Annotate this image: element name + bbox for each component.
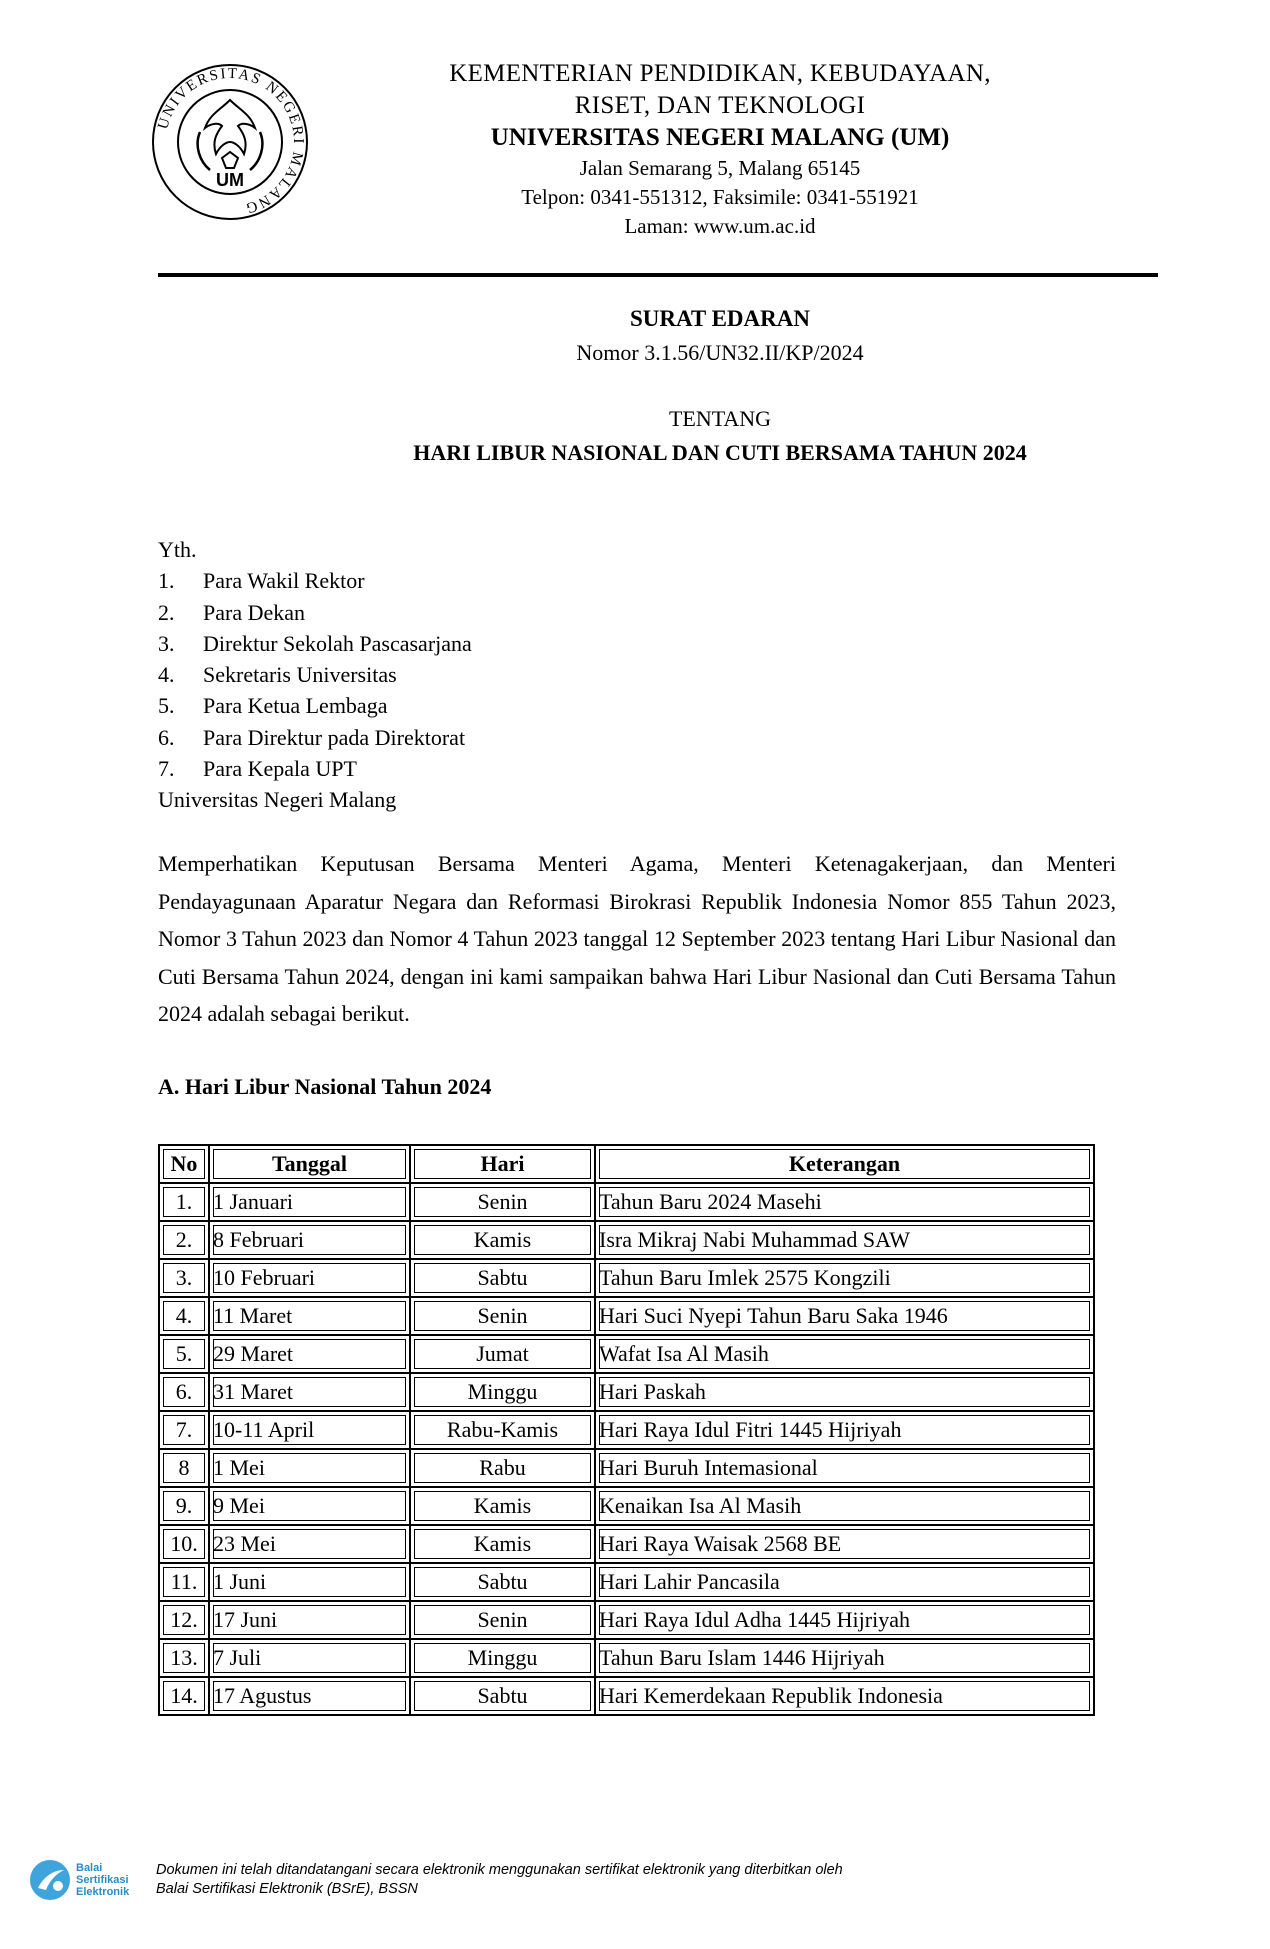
address: Jalan Semarang 5, Malang 65145 (579, 156, 861, 180)
bsre-emblem-icon (28, 1858, 72, 1902)
letter-type: SURAT EDARAN (630, 306, 810, 331)
header-rule (158, 273, 1158, 277)
letterhead (370, 58, 1070, 241)
recipient-block (158, 534, 472, 816)
table-row: 4. 11 Maret Senin Hari Suci Nyepi Tahun Baru Saka 1946 (159, 1297, 1094, 1335)
recipient-item: 3. Direktur Sekolah Pascasarjana (158, 630, 472, 656)
recipient-item: 1. Para Wakil Rektor (158, 568, 365, 594)
col-header-keterangan: Keterangan (595, 1145, 1094, 1183)
table-row: 10. 23 Mei Kamis Hari Raya Waisak 2568 BE (159, 1525, 1094, 1563)
body-paragraph: Memperhatikan Keputusan Bersama Menteri Agama, Menteri Ketenagakerjaan, dan Menteri Pendayagunaan Aparatur Negara dan Reformasi Birokrasi Republik Indonesia Nomor 855 Tahun 2023, Nomor 3 Tahun 2023 dan Nomor 4 Tahun 2023 tanggal 12 September 2023 tentang Hari Libur Nasional dan Cuti Bersama Tahun 2024, dengan ini kami sampaikan bahwa Hari Libur Nasional dan Cuti Bersama Tahun 2024 adalah sebagai berikut. (158, 851, 1116, 1026)
table-header-row (159, 1145, 1094, 1183)
ministry-line-1: KEMENTERIAN PENDIDIKAN, KEBUDAYAAN, (449, 60, 991, 87)
table-row: 11. 1 Juni Sabtu Hari Lahir Pancasila (159, 1563, 1094, 1601)
recipient-item: 2. Para Dekan (158, 599, 306, 625)
svg-text:UM: UM (216, 170, 244, 190)
ministry-line-2: RISET, DAN TEKNOLOGI (574, 92, 866, 119)
col-header-no: No (159, 1145, 209, 1183)
recipient-item: 5. Para Ketua Lembaga (158, 693, 388, 719)
letter-subject: HARI LIBUR NASIONAL DAN CUTI BERSAMA TAHUN 2024 (413, 440, 1027, 465)
about-label: TENTANG (668, 406, 772, 431)
bsre-logo (28, 1854, 146, 1906)
salutation: Yth. (158, 537, 197, 562)
esign-note-line-1: Dokumen ini telah ditandatangani secara elektronik menggunakan sertifikat elektronik yang diterbitkan oleh (156, 1862, 843, 1878)
table-row: 5. 29 Maret Jumat Wafat Isa Al Masih (159, 1335, 1094, 1373)
recipient-organization: Universitas Negeri Malang (158, 787, 397, 813)
website: Laman: www.um.ac.id (624, 214, 816, 238)
col-header-tanggal: Tanggal (209, 1145, 410, 1183)
table-row: 7. 10-11 April Rabu-Kamis Hari Raya Idul Fitri 1445 Hijriyah (159, 1411, 1094, 1449)
university-logo (150, 62, 310, 222)
table-row: 9. 9 Mei Kamis Kenaikan Isa Al Masih (159, 1487, 1094, 1525)
table-row: 13. 7 Juli Minggu Tahun Baru Islam 1446 Hijriyah (159, 1639, 1094, 1677)
table-row: 2. 8 Februari Kamis Isra Mikraj Nabi Muhammad SAW (159, 1221, 1094, 1259)
table-row: 1. 1 Januari Senin Tahun Baru 2024 Masehi (159, 1183, 1094, 1221)
esign-note-line-2: Balai Sertifikasi Elektronik (BSrE), BSSN (156, 1881, 418, 1897)
table-row: 12. 17 Juni Senin Hari Raya Idul Adha 1445 Hijriyah (159, 1601, 1094, 1639)
letter-number: Nomor 3.1.56/UN32.II/KP/2024 (576, 340, 864, 365)
esign-footer (28, 1854, 843, 1906)
table-row: 8 1 Mei Rabu Hari Buruh Intemasional (159, 1449, 1094, 1487)
table-row: 6. 31 Maret Minggu Hari Paskah (159, 1373, 1094, 1411)
col-header-hari: Hari (410, 1145, 595, 1183)
recipient-item: 6. Para Direktur pada Direktorat (158, 724, 466, 750)
recipient-item: 7. Para Kepala UPT (158, 756, 357, 782)
table-row: 14. 17 Agustus Sabtu Hari Kemerdekaan Republik Indonesia (159, 1677, 1094, 1715)
logo-ring-text: UNIVERSITAS NEGERI MALANG (155, 65, 307, 217)
phone-fax: Telpon: 0341-551312, Faksimile: 0341-551921 (521, 185, 919, 209)
esign-note (156, 1861, 843, 1899)
holiday-table (158, 1144, 1095, 1716)
university-name: UNIVERSITAS NEGERI MALANG (UM) (490, 124, 950, 151)
bsre-label: Balai Sertifikasi Elektronik (76, 1862, 130, 1898)
table-row: 3. 10 Februari Sabtu Tahun Baru Imlek 2575 Kongzili (159, 1259, 1094, 1297)
section-a-title: A. Hari Libur Nasional Tahun 2024 (158, 1074, 492, 1099)
recipient-item: 4. Sekretaris Universitas (158, 662, 397, 688)
